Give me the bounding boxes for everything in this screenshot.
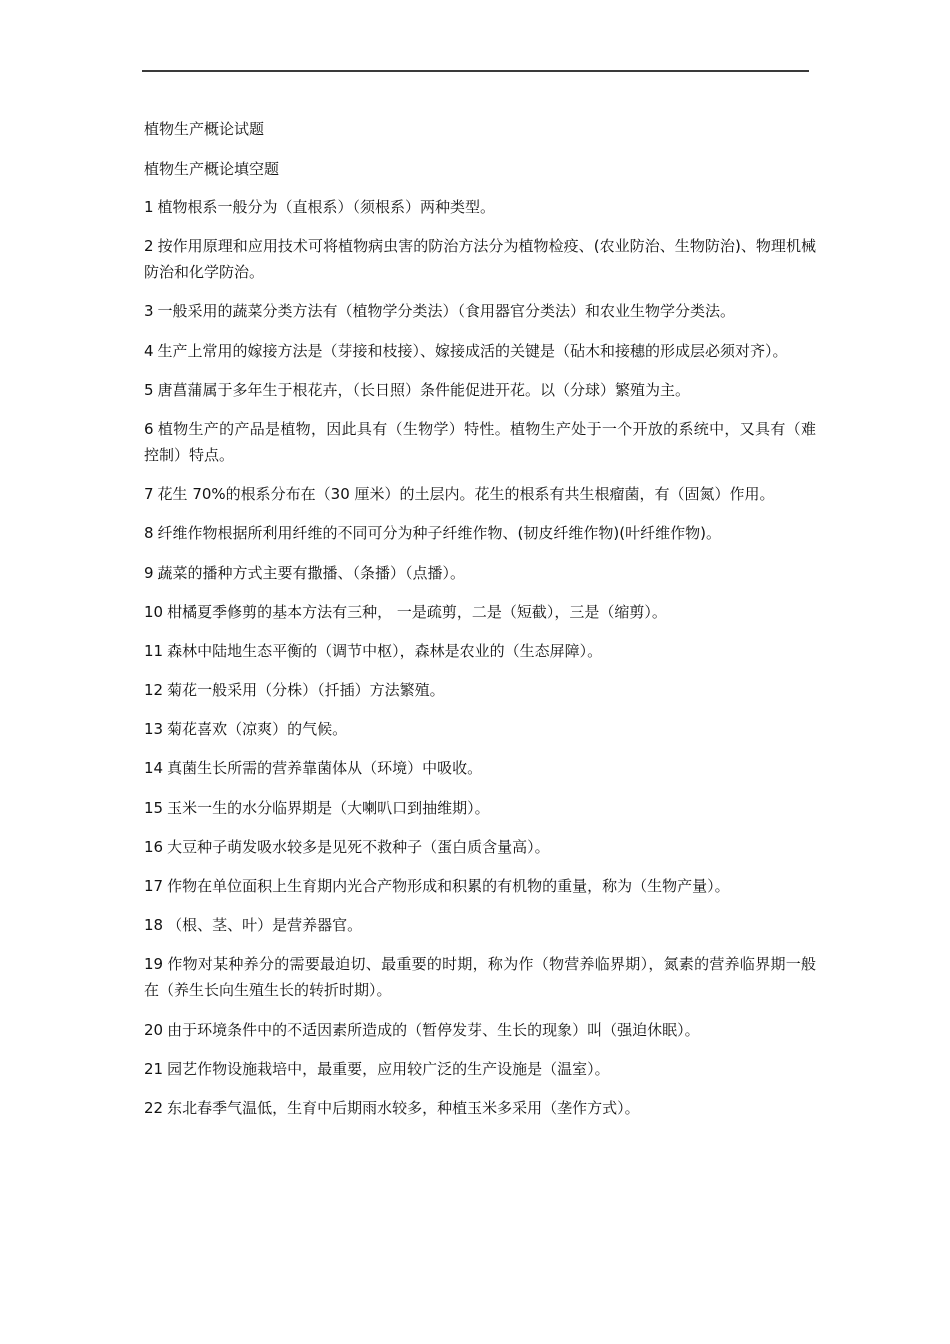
question-item [144,677,816,703]
question-item [144,638,816,664]
question-number: 16 [144,837,164,856]
question-number: 9 [144,563,154,582]
question-text: 按作用原理和应用技术可将植物病虫害的防治方法分为植物检疫、(农业防治、生物防治)、物理机械防治和化学防治。 [144,237,816,282]
question-item [144,338,816,364]
question-text: 纤维作物根据所利用纤维的不同可分为种子纤维作物、(韧皮纤维作物)(叶纤维作物)。 [157,524,721,543]
question-number: 1 [144,198,154,216]
question-item [144,951,816,1003]
question-number: 5 [144,380,154,399]
question-text: 真菌生长所需的营养靠菌体从（环境）中吸收。 [167,759,483,778]
question-item [144,912,816,938]
question-item [144,377,816,403]
question-number: 2 [144,237,154,256]
question-item [144,481,816,507]
question-text: 花生 70%的根系分布在（30 厘米）的土层内。花生的根系有共生根瘤菌，有（固氮）作用。 [157,485,775,504]
question-item [144,716,816,742]
question-number: 15 [144,798,164,817]
question-text: 作物在单位面积上生育期内光合产物形成和积累的有机物的重量，称为（生物产量）。 [167,877,730,895]
question-number: 10 [144,602,164,621]
question-number: 8 [144,524,154,543]
question-item [144,416,816,468]
question-text: （根、茎、叶）是营养器官。 [167,916,363,935]
question-text: 作物对某种养分的需要最迫切、最重要的时期，称为作（物营养临界期），氮素的营养临界期一般在（养生长向生殖生长的转折时期）。 [144,955,816,1000]
question-text: 东北春季气温低，生育中后期雨水较多，种植玉米多采用（垄作方式）。 [167,1098,640,1117]
question-text: 蔬菜的播种方式主要有撒播、（条播）（点播）。 [157,563,466,582]
document-content [144,116,816,1134]
question-item [144,298,816,324]
question-list [144,194,816,1121]
question-item [144,520,816,546]
question-number: 18 [144,916,164,935]
question-number: 21 [144,1059,164,1078]
question-number: 19 [144,955,164,974]
question-item [144,233,816,285]
question-text: 菊花一般采用（分株）（扦插）方法繁殖。 [167,681,445,700]
question-text: 植物根系一般分为（直根系）（须根系）两种类型。 [157,198,496,216]
question-text: 生产上常用的嫁接方法是（芽接和枝接）、嫁接成活的关键是（砧木和接穗的形成层必须对齐）。 [157,341,788,360]
question-item [144,873,816,899]
question-text: 玉米一生的水分临界期是（大喇叭口到抽维期）。 [167,798,490,817]
question-item [144,1095,816,1121]
question-number: 13 [144,720,164,739]
question-number: 22 [144,1098,164,1117]
question-number: 6 [144,419,154,438]
question-text: 森林中陆地生态平衡的（调节中枢），森林是农业的（生态屏障）。 [167,641,603,660]
question-text: 柑橘夏季修剪的基本方法有三种， 一是疏剪，二是（短截），三是（缩剪）。 [167,602,667,621]
question-text: 由于环境条件中的不适因素所造成的（暂停发芽、生长的现象）叫（强迫休眠）。 [167,1020,700,1039]
question-text: 植物生产的产品是植物，因此具有（生物学）特性。植物生产处于一个开放的系统中，又具有（难控制）特点。 [144,419,816,464]
question-item [144,1056,816,1082]
question-text: 大豆种子萌发吸水较多是见死不救种子（蛋白质含量高）。 [167,837,550,856]
question-text: 一般采用的蔬菜分类方法有（植物学分类法）（食用器官分类法）和农业生物学分类法。 [157,302,736,321]
question-item [144,599,816,625]
question-number: 17 [144,877,164,895]
question-text: 菊花喜欢（凉爽）的气候。 [167,720,348,739]
question-item [144,1017,816,1043]
question-item [144,194,816,220]
question-number: 12 [144,681,164,700]
question-item [144,755,816,781]
question-number: 20 [144,1020,164,1039]
question-number: 7 [144,485,154,504]
document-subtitle: 植物生产概论填空题 [144,160,280,178]
question-text: 唐菖蒲属于多年生于根花卉，（长日照）条件能促进开花。以（分球）繁殖为主。 [157,380,691,399]
document-title: 植物生产概论试题 [144,120,265,138]
question-item [144,795,816,821]
question-number: 11 [144,641,164,660]
question-number: 14 [144,759,164,778]
question-item [144,560,816,586]
question-number: 3 [144,302,154,321]
header-rule [142,70,809,72]
question-item [144,834,816,860]
question-number: 4 [144,341,154,360]
question-text: 园艺作物设施栽培中，最重要，应用较广泛的生产设施是（温室）。 [167,1059,610,1078]
